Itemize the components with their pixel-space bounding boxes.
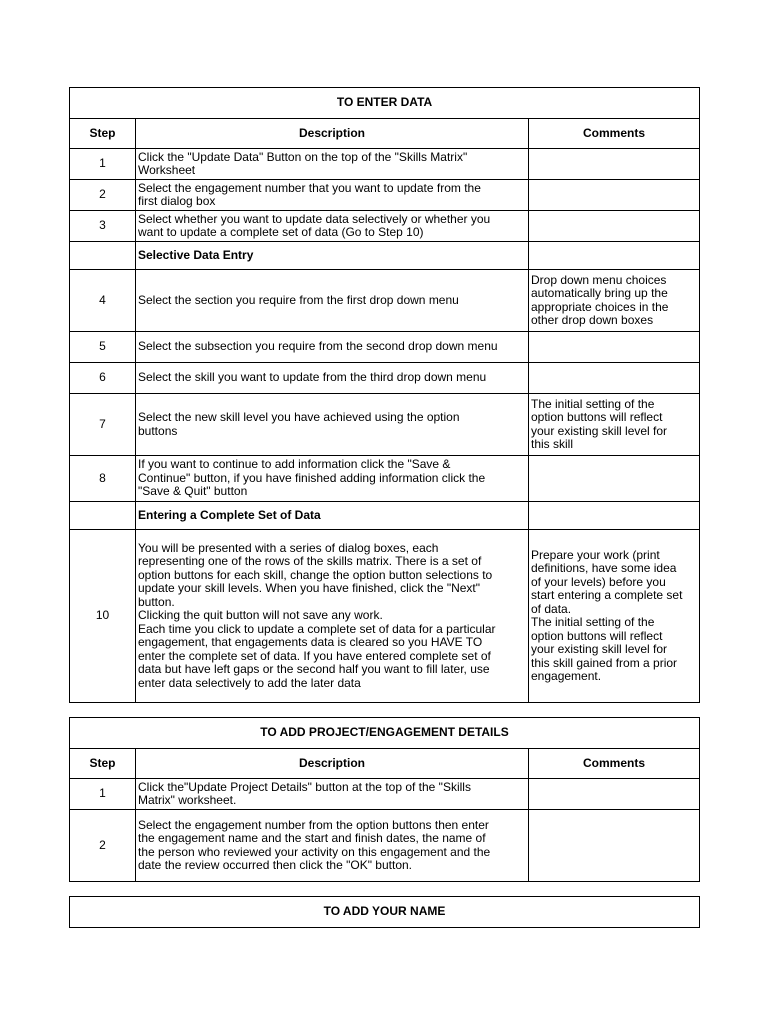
project-details-table (69, 717, 700, 882)
step-cell: 10 (70, 530, 136, 703)
comments-cell (529, 149, 700, 180)
step-cell: 3 (70, 211, 136, 242)
comments-cell: Prepare your work (print definitions, have some idea of your levels) before you start entering a complete set of data. The initial setting of the option buttons will reflect your existing skill level for this skill gained from a prior engagement. (529, 530, 700, 703)
table-row (70, 779, 700, 810)
comments-cell (529, 456, 700, 502)
table-row (70, 810, 700, 882)
step-cell: 5 (70, 332, 136, 363)
project-details-title: TO ADD PROJECT/ENGAGEMENT DETAILS (70, 718, 700, 749)
section-heading-selective: Selective Data Entry (136, 242, 529, 270)
enter-data-title: TO ENTER DATA (70, 88, 700, 119)
empty-comments-cell (529, 242, 700, 270)
description-cell: Select the new skill level you have achieved using the option buttons (136, 394, 529, 456)
step-cell: 1 (70, 149, 136, 180)
table-row (70, 363, 700, 394)
comments-cell (529, 810, 700, 882)
comments-cell (529, 180, 700, 211)
table-row (70, 270, 700, 332)
comments-cell (529, 211, 700, 242)
table-row (70, 530, 700, 703)
empty-comments-cell (529, 502, 700, 530)
empty-step-cell (70, 502, 136, 530)
step-cell: 6 (70, 363, 136, 394)
add-name-title: TO ADD YOUR NAME (70, 897, 700, 928)
table-row (70, 149, 700, 180)
header-step: Step (70, 119, 136, 149)
description-cell: Select the engagement number from the option buttons then enter the engagement name and the start and finish dates, the name of the person who reviewed your activity on this engagement and the date the review occurred then click the "OK" button. (136, 810, 529, 882)
description-cell: Select the subsection you require from the second drop down menu (136, 332, 529, 363)
comments-cell (529, 779, 700, 810)
header-step: Step (70, 749, 136, 779)
description-cell: Select whether you want to update data selectively or whether you want to update a complete set of data (Go to Step 10) (136, 211, 529, 242)
section-row (70, 502, 700, 530)
description-cell: Click the "Update Data" Button on the top of the "Skills Matrix" Worksheet (136, 149, 529, 180)
section-heading-complete: Entering a Complete Set of Data (136, 502, 529, 530)
enter-data-table (69, 87, 700, 703)
description-cell: You will be presented with a series of dialog boxes, each representing one of the rows of the skills matrix. There is a set of option buttons for each skill, change the option button selections to update your skill levels. When you have finished, click the "Next" button. Clicking the quit button will not save any work. Each time you click to update a complete set of data for a particular engagement, that engagements data is cleared so you HAVE TO enter the complete set of data. If you have entered complete set of data but have left gaps or the second half you want to fill later, use enter data selectively to add the later data (136, 530, 529, 703)
description-cell: Click the"Update Project Details" button at the top of the "Skills Matrix" worksheet. (136, 779, 529, 810)
section-row (70, 242, 700, 270)
step-cell: 8 (70, 456, 136, 502)
step-cell: 1 (70, 779, 136, 810)
step-cell: 4 (70, 270, 136, 332)
add-name-table (69, 896, 700, 928)
comments-cell (529, 363, 700, 394)
table-row (70, 211, 700, 242)
table-row (70, 456, 700, 502)
step-cell: 2 (70, 810, 136, 882)
description-cell: If you want to continue to add information click the "Save & Continue" button, if you have finished adding information click the "Save & Quit" button (136, 456, 529, 502)
description-cell: Select the skill you want to update from the third drop down menu (136, 363, 529, 394)
comments-cell (529, 332, 700, 363)
header-comments: Comments (529, 749, 700, 779)
header-description: Description (136, 749, 529, 779)
table-row (70, 180, 700, 211)
table-row (70, 394, 700, 456)
header-comments: Comments (529, 119, 700, 149)
description-cell: Select the engagement number that you want to update from the first dialog box (136, 180, 529, 211)
step-cell: 2 (70, 180, 136, 211)
table-row (70, 332, 700, 363)
comments-cell: Drop down menu choices automatically bring up the appropriate choices in the other drop down boxes (529, 270, 700, 332)
header-description: Description (136, 119, 529, 149)
empty-step-cell (70, 242, 136, 270)
comments-cell: The initial setting of the option buttons will reflect your existing skill level for this skill (529, 394, 700, 456)
description-cell: Select the section you require from the first drop down menu (136, 270, 529, 332)
step-cell: 7 (70, 394, 136, 456)
